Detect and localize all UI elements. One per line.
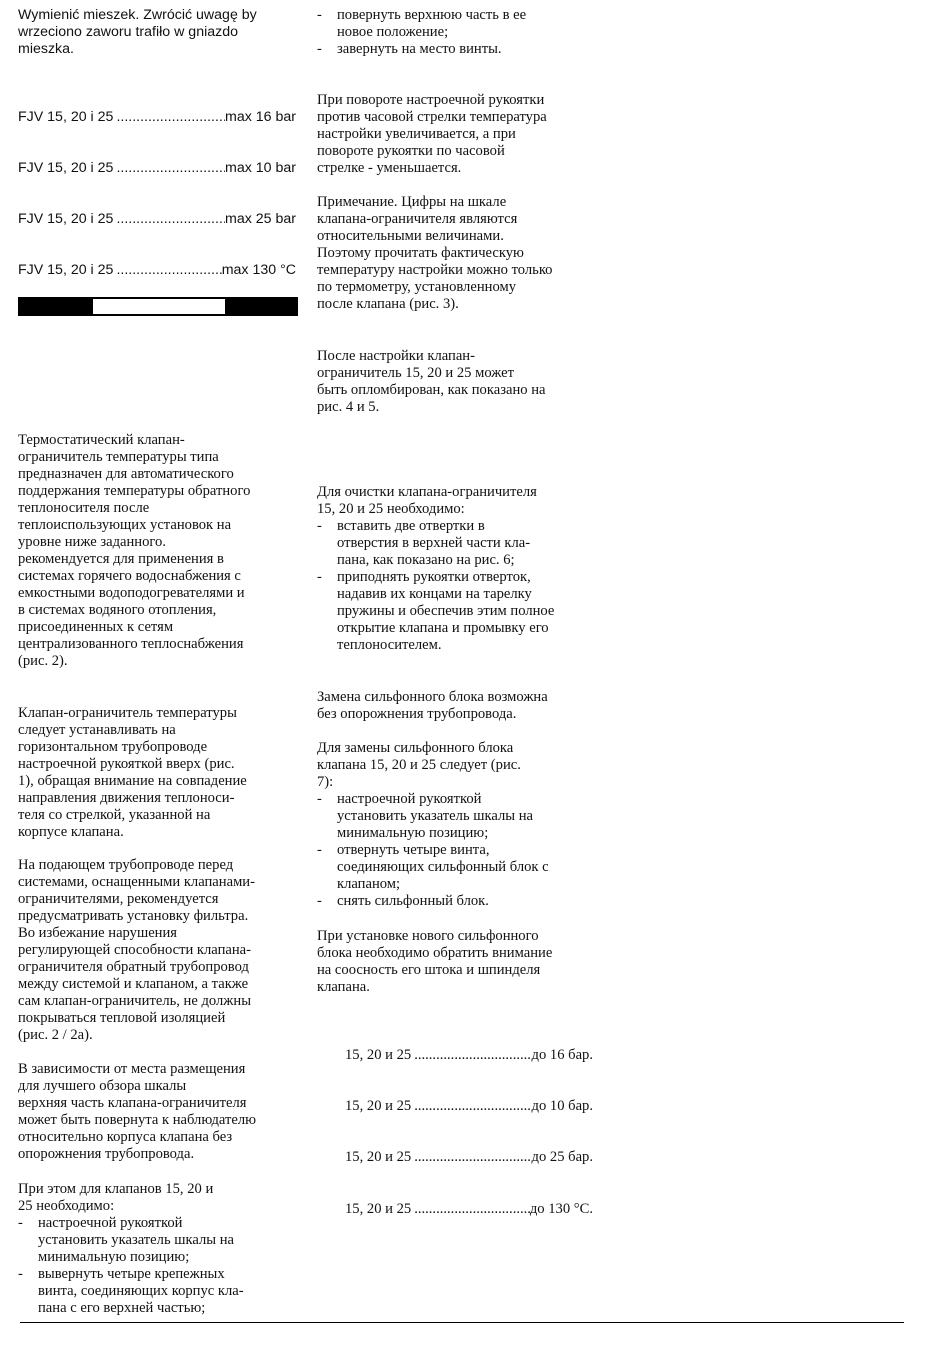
spec-name: FJV 15, 20 i 25 (18, 211, 114, 227)
spec-line (18, 211, 296, 228)
spec-value: max 130 °C (221, 262, 296, 278)
spec-value: до 10 бар. (531, 1098, 593, 1114)
spec-name: 15, 20 и 25 (345, 1149, 412, 1165)
description-paragraph: Термостатический клапан- ограничитель температуры типа предназначен для автоматического поддержания температуры обратного теплоносителя после теплоиспользующих установок на уровне ниже заданного. рекомендуется для применения в системах горячего водоснабжения с емкостными водоподогревателями и в системах водяного отопления, присоединенных к сетям централизованного теплоснабжения (рис. 2). (18, 432, 251, 669)
note-paragraph: Примечание. Цифры на шкале клапана-ограничителя являются относительными величинами. Поэтому прочитать фактическую температуру настройки можно только по термометру, установленному после клапана (рис. 3). (317, 194, 553, 312)
cleaning-steps-intro: Для очистки клапана-ограничителя 15, 20 и 25 необходимо: (317, 484, 537, 517)
list-item: - снять сильфонный блок. (317, 893, 607, 910)
spec-line (345, 1098, 593, 1115)
spec-name: 15, 20 и 25 (345, 1047, 412, 1063)
spec-line (18, 262, 296, 279)
spec-name: FJV 15, 20 i 25 (18, 262, 114, 278)
replacement-steps-intro: Для замены сильфонного блока клапана 15, 20 и 25 следует (рис. 7): (317, 740, 521, 790)
section-divider-bar (18, 297, 298, 316)
rotation-steps-intro: При этом для клапанов 15, 20 и 25 необходимо: (18, 1181, 214, 1214)
dot-leader (411, 1201, 530, 1218)
rotation-steps (18, 1181, 308, 1317)
dot-leader (113, 262, 221, 279)
spec-name: 15, 20 и 25 (345, 1201, 412, 1217)
list-item: - повернуть верхнюю часть в ее новое положение; (317, 7, 597, 41)
spec-value: max 10 bar (225, 160, 296, 176)
sealing-paragraph: После настройки клапан- ограничитель 15, 20 и 25 может быть опломбирован, как показано на рис. 4 и 5. (317, 348, 546, 415)
spec-line (345, 1047, 593, 1064)
dot-leader (411, 1098, 531, 1115)
spec-line (18, 109, 296, 126)
list-item: - вставить две отвертки в отверстия в верхней части кла- пана, как показано на рис. 6; (317, 518, 607, 569)
spec-line (345, 1149, 593, 1166)
spec-name: FJV 15, 20 i 25 (18, 160, 114, 176)
list-item: - настроечной рукояткой установить указатель шкалы на минимальную позицию; (317, 791, 607, 842)
spec-name: FJV 15, 20 i 25 (18, 109, 114, 125)
list-item: - приподнять рукоятки отверток, надавив их концами на тарелку пружины и обеспечив этим полное открытие клапана и промывку его теплоносителем. (317, 569, 607, 654)
spec-value: до 16 бар. (531, 1047, 593, 1063)
rotation-steps-continued (317, 7, 597, 58)
rotation-steps-list (18, 1215, 308, 1317)
spec-value: max 25 bar (225, 211, 296, 227)
rotation-steps-list-continued (317, 7, 597, 58)
filter-paragraph: На подающем трубопроводе перед системами, оснащенными клапанами- ограничителями, рекомендуется предусматривать установку фильтра. Во избежание нарушения регулирующей способности клапана- ограничителя обратный трубопровод между системой и клапаном, а также сам клапан-ограничитель, не должны покрываться тепловой изоляцией (рис. 2 / 2а). (18, 857, 255, 1043)
installation-paragraph: Клапан-ограничитель температуры следует устанавливать на горизонтальном трубопроводе настроечной рукояткой вверх (рис. 1), обращая внимание на совпадение направления движения теплоноси- теля со стрелкой, указанной на корпусе клапана. (18, 705, 247, 840)
install-bellows-paragraph: При установке нового сильфонного блока необходимо обратить внимание на соосность его штока и шпинделя клапана. (317, 928, 553, 995)
list-item: - вывернуть четыре крепежных винта, соединяющих корпус кла- пана с его верхней частью; (18, 1266, 308, 1317)
spec-line (345, 1201, 593, 1218)
dot-leader (113, 160, 225, 177)
cleaning-steps (317, 484, 607, 654)
spec-value: max 16 bar (225, 109, 296, 125)
divider-bar-gap (93, 299, 225, 314)
replacement-steps-list (317, 791, 607, 910)
polish-instruction-text: Wymienić mieszek. Zwrócić uwagę by wrzeciono zaworu trafiło w gniazdo mieszka. (18, 7, 257, 57)
dot-leader (411, 1047, 531, 1064)
spec-value: до 25 бар. (531, 1149, 593, 1165)
spec-line (18, 160, 296, 177)
spec-name: 15, 20 и 25 (345, 1098, 412, 1114)
replacement-steps (317, 740, 607, 910)
cleaning-steps-list (317, 518, 607, 654)
list-item: - настроечной рукояткой установить указатель шкалы на минимальную позицию; (18, 1215, 308, 1266)
bellows-paragraph: Замена сильфонного блока возможна без опорожнения трубопровода. (317, 689, 548, 722)
rotation-placement-paragraph: В зависимости от места размещения для лучшего обзора шкалы верхняя часть клапана-ограничителя может быть повернута к наблюдателю относительно корпуса клапана без опорожнения трубопровода. (18, 1061, 257, 1162)
adjustment-paragraph: При повороте настроечной рукоятки против часовой стрелки температура настройки увеличивается, а при повороте рукоятки по часовой стрелке - уменьшается. (317, 92, 547, 176)
list-item: - отвернуть четыре винта, соединяющих сильфонный блок с клапаном; (317, 842, 607, 893)
dot-leader (113, 109, 225, 126)
dot-leader (113, 211, 225, 228)
spec-value: до 130 °С. (529, 1201, 593, 1217)
dot-leader (411, 1149, 531, 1166)
footer-rule (20, 1322, 904, 1323)
list-item: - завернуть на место винты. (317, 41, 597, 58)
